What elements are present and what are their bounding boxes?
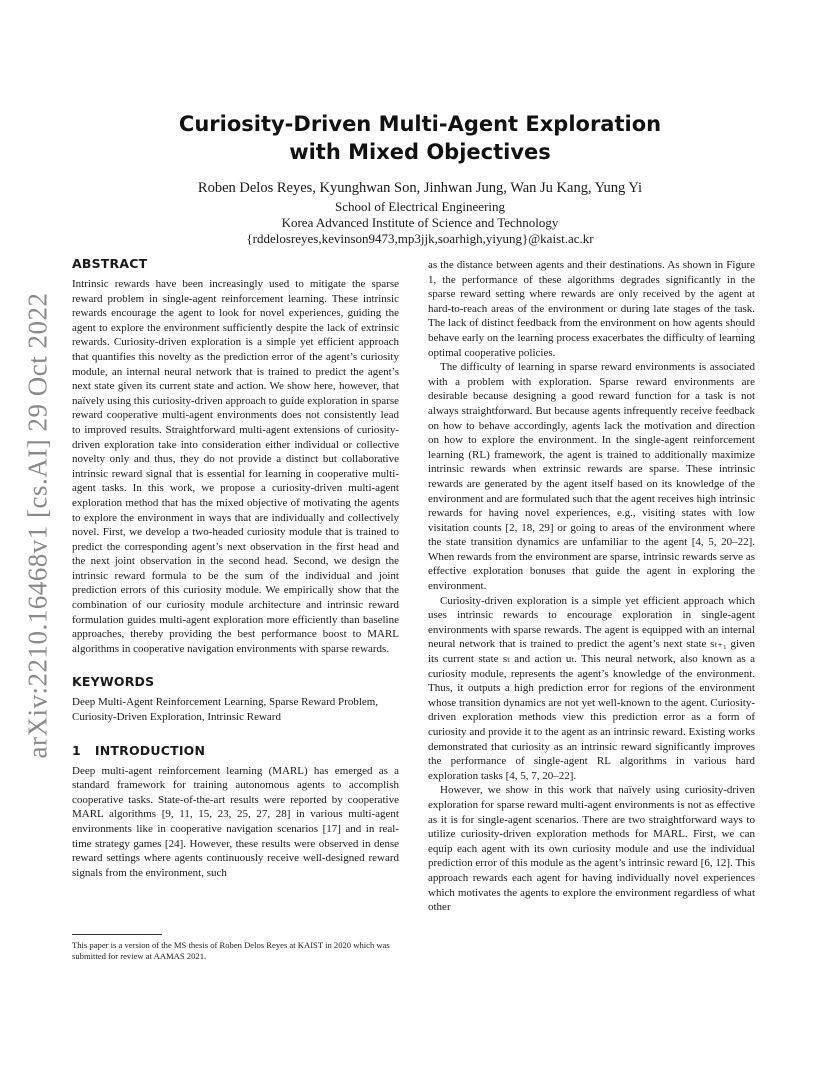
footnote-rule [72, 934, 162, 935]
footnote: This paper is a version of the MS thesis of Roben Delos Reyes at KAIST in 2020 which was submitted for review at AAMAS 2021. [72, 940, 390, 961]
paper-title-line-1: Curiosity-Driven Multi-Agent Exploration [178, 112, 662, 136]
abstract-text: Intrinsic rewards have been increasingly used to mitigate the sparse reward problem in single-agent reinforcement learning. These intrinsic rewards encourage the agent to look for novel experiences, guiding the agent to explore the environment sufficiently despite the lack of extrinsic rewards. Curiosity-driven exploration is a simple yet efficient approach that quantifies this novelty as the prediction error of the agent’s curiosity module, an internal neural network that is trained to predict the agent’s next state given its current state and action. We show here, however, that naïvely using this curiosity-driven approach to guide exploration in sparse reward cooperative multi-agent environments does not consistently lead to improved results. Straightforward multi-agent extensions of curiosity-driven exploration take into consideration either individual or collective novelty only and thus, they do not provide a distinct but collaborative intrinsic reward signal that is essential for learning in cooperative multi-agent tasks. In this work, we propose a curiosity-driven multi-agent exploration method that has the mixed objective of motivating the agents to explore the environment in ways that are individually and collectively novel. First, we develop a two-headed curiosity module that is trained to predict the corresponding agent’s next observation in the first head and the next joint observation in the second head. Second, we design the intrinsic reward formula to be the sum of the individual and joint prediction errors of this curiosity module. We empirically show that the combination of our curiosity module architecture and intrinsic reward formulation guides multi-agent exploration more efficiently than baseline approaches, thereby providing the best performance boost to MARL algorithms in cooperative navigation environments with sparse rewards. [72, 278, 399, 655]
introduction-heading [72, 743, 399, 758]
paper-title-line-2: with Mixed Objectives [289, 140, 551, 164]
section-number: 1 [72, 742, 81, 758]
intro-paragraph-1: Deep multi-agent reinforcement learning (MARL) has emerged as a standard framework for training autonomous agents to accomplish cooperative tasks. State-of-the-art results were reported by cooperative MARL algorithms [9, 11, 15, 23, 25, 27, 28] in various multi-agent environments like in cooperative navigation scenarios [17] and in real-time strategy games [24]. However, these results were observed in dense reward settings where agents continuously receive well-designed reward signals from the environment, such [72, 764, 399, 879]
abstract-heading: ABSTRACT [72, 256, 148, 271]
arxiv-identifier [8, 290, 68, 760]
author-list: Roben Delos Reyes, Kyunghwan Son, Jinhwan Jung, Wan Ju Kang, Yung Yi [197, 180, 643, 196]
author-emails: {rddelosreyes,kevinson9473,mp3jjk,soarhigh,yiyung}@kaist.ac.kr [246, 231, 594, 246]
affiliation-school: School of Electrical Engineering [334, 199, 506, 214]
intro-paragraph-1-continued: as the distance between agents and their destinations. As shown in Figure 1, the performance of these algorithms degrades significantly in the sparse reward setting where rewards are only received by the agent at hard-to-reach areas of the environment or during late stages of the task. The lack of distinct feedback from the environment on how agents should behave early on the learning process exacerbates the difficulty of learning optimal cooperative policies. [428, 259, 755, 359]
intro-paragraph-2: The difficulty of learning in sparse reward environments is associated with a problem with exploration. Sparse reward environments are desirable because designing a good reward function for a task is not always straightforward. But because agents infrequently receive feedback on how to behave accordingly, agents lack the motivation and direction on how to explore the environment. In the single-agent reinforcement learning (RL) framework, the agent is trained to additionally maximize intrinsic rewards when extrinsic rewards are sparse. These intrinsic rewards are generated by the agent itself based on its knowledge of the environment and are formulated such that the agent receives high intrinsic rewards for having novel experiences, e.g., visiting states with low visitation counts [2, 18, 29] or going to areas of the environment where the state transition dynamics are unfamiliar to the agent [4, 5, 20–22]. When rewards from the environment are sparse, intrinsic rewards serve as effective exploration bonuses that guide the agent in exploring the environment. [428, 361, 755, 593]
affiliation-institute: Korea Advanced Institute of Science and Technology [281, 215, 559, 230]
left-column [72, 256, 399, 880]
arxiv-identifier-text: arXiv:2210.16468v1 [cs.AI] 29 Oct 2022 [22, 292, 53, 758]
right-column [428, 258, 755, 915]
intro-paragraph-4: However, we show in this work that naïvely using curiosity-driven exploration for sparse reward multi-agent environments is not as effective as it is for single-agent scenarios. There are two straightforward ways to utilize curiosity-driven exploration methods for MARL. First, we can equip each agent with its own curiosity module and use the individual prediction error of this module as the agent’s intrinsic reward [6, 12]. This approach rewards each agent for having individually novel experiences which motivates the agents to explore the environment regardless of what other [428, 784, 755, 914]
intro-paragraph-3: Curiosity-driven exploration is a simple yet efficient approach which uses intrinsic rewards to encourage exploration in single-agent environments with sparse rewards. The agent is equipped with an internal neural network that is trained to predict the agent’s next state sₜ₊₁ given its current state sₜ and action uₜ. This neural network, also known as a curiosity module, represents the agent’s knowledge of the environment. Thus, it outputs a high prediction error for regions of the environment whose transition dynamics are not yet well-known to the agent. Curiosity-driven exploration methods view this prediction error as a form of curiosity and provide it to the agent as an intrinsic reward. Existing works demonstrated that curiosity as an intrinsic reward significantly improves the performance of single-agent RL algorithms in various hard exploration tasks [4, 5, 7, 20–22]. [428, 594, 755, 782]
keywords-heading: KEYWORDS [72, 674, 155, 690]
section-title: INTRODUCTION [94, 742, 206, 758]
paper-title [120, 110, 720, 166]
keywords-text: Deep Multi-Agent Reinforcement Learning, Sparse Reward Problem, Curiosity-Driven Exploration, Intrinsic Reward [72, 696, 379, 724]
